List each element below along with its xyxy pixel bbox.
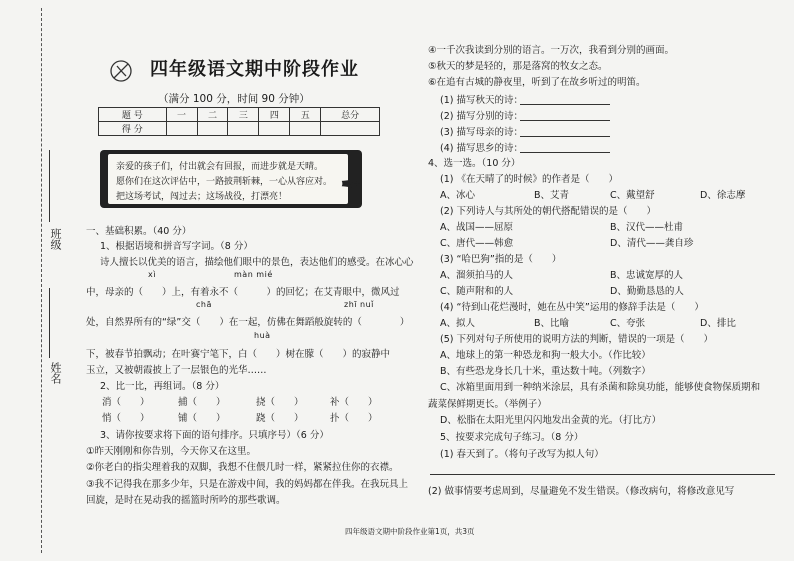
page-subtitle: （满分 100 分，时间 90 分钟）: [158, 93, 310, 105]
choice-option[interactable]: C、冰箱里面用到一种纳米涂层，具有杀菌和除臭功能，能够使食物保质期和: [440, 382, 761, 393]
score-table: [98, 107, 380, 136]
page-footer: 四年级语文期中阶段作业第1页，共3页: [345, 527, 475, 536]
passage-line: 下，被春节拍飘动；在叶赛宁笔下，白（ ）树在朦（ ）的寂静中: [86, 349, 391, 360]
sentence-task: (2) 做事情要考虑周到，尽量避免不发生错误。（修改病句，将修改意见写: [428, 486, 735, 497]
choice-option[interactable]: A、地球上的第一种恐龙和狗一般大小。（作比较）: [440, 350, 651, 361]
school-logo-icon: [108, 58, 134, 84]
choice-option[interactable]: D、徐志摩: [700, 190, 746, 201]
banner-line: 愿你们在这次评估中，一路披荆斩棘，一心从容应对。: [116, 177, 333, 187]
choice-option[interactable]: B、有些恐龙身长几十米，重达数十吨。（列数字）: [440, 366, 651, 377]
fill-label: (4) 描写思乡的诗：: [440, 143, 523, 154]
pinyin: zhī nuǐ: [344, 300, 374, 309]
compare-item[interactable]: 补（ ）: [330, 397, 378, 408]
choice-option[interactable]: D、勤勤恳恳的人: [610, 286, 684, 297]
poem-line: ⑥在追有古城的静夜里，听到了在故乡听过的明笛。: [428, 77, 646, 88]
poem-line: ④一千次我读到分别的语言。一万次，我看到分别的画面。: [428, 45, 675, 56]
choice-option[interactable]: C、随声附和的人: [440, 286, 514, 297]
question-3: 3、请你按要求将下面的语句排序。只填序号）（6 分）: [100, 430, 329, 441]
order-sentence: ①昨天刚刚和你告别，今天你又在这里。: [86, 446, 257, 457]
name-label: 姓名: [49, 362, 62, 384]
score-header-cell: 题 号: [99, 108, 167, 122]
table-row: [99, 108, 380, 122]
choice-option[interactable]: C、唐代——韩愈: [440, 238, 514, 249]
choice-question: (5) 下列对句子所使用的说明方法的判断，错误的一项是（ ）: [440, 334, 713, 345]
pinyin: huà: [254, 331, 271, 340]
score-cell[interactable]: [321, 122, 380, 136]
compare-item[interactable]: 铺（ ）: [178, 413, 226, 424]
compare-item[interactable]: 扑（ ）: [330, 413, 378, 424]
compare-item[interactable]: 跷（ ）: [256, 413, 304, 424]
score-header-cell: 四: [259, 108, 290, 122]
choice-option[interactable]: A、冰心: [440, 190, 475, 201]
passage-line: 处，自然界所有的“绿”交（ ）在一起，仿佛在舞蹈般旋转的（ ）: [86, 317, 410, 328]
choice-option[interactable]: D、松脂在太阳光里闪闪地发出金黄的光。（打比方）: [440, 415, 662, 426]
passage-line: 中，母亲的（ ）上，有着永不（ ）的回忆；在艾青眼中，微风过: [86, 287, 400, 298]
binding-line: [41, 8, 42, 553]
score-header-cell: 一: [166, 108, 197, 122]
compare-item[interactable]: 消（ ）: [102, 397, 150, 408]
score-cell[interactable]: [166, 122, 197, 136]
answer-line[interactable]: [430, 474, 775, 475]
choice-question: (4) “待到山花烂漫时，她在丛中笑”运用的修辞手法是（ ）: [440, 302, 704, 313]
choice-option[interactable]: C、夸张: [610, 318, 646, 329]
choice-question: (1) 《在天晴了的时候》的作者是（ ）: [440, 174, 618, 185]
choice-option[interactable]: B、艾青: [534, 190, 570, 201]
choice-option[interactable]: A、溜须拍马的人: [440, 270, 513, 281]
answer-line[interactable]: [520, 104, 610, 105]
choice-option[interactable]: A、拟人: [440, 318, 475, 329]
question-1: 1、根据语境和拼音写字词。（8 分）: [100, 241, 253, 252]
question-2: 2、比一比，再组词。（8 分）: [100, 381, 225, 392]
score-header-cell: 总分: [321, 108, 380, 122]
pinyin: xì: [148, 270, 156, 279]
answer-line[interactable]: [520, 120, 610, 121]
question-4: 4、选一选。（10 分）: [428, 158, 521, 169]
choice-option[interactable]: A、战国——屈原: [440, 222, 513, 233]
choice-option[interactable]: B、比喻: [534, 318, 570, 329]
score-header-cell: 二: [197, 108, 228, 122]
score-header-cell: 三: [228, 108, 259, 122]
fill-label: (2) 描写分别的诗：: [440, 111, 523, 122]
passage-line: 玉立，又被朝霞披上了一层银色的光华……: [86, 365, 267, 376]
page-title: 四年级语文期中阶段作业: [150, 59, 359, 80]
compare-item[interactable]: 捕（ ）: [178, 397, 226, 408]
choice-option[interactable]: D、排比: [700, 318, 736, 329]
score-cell[interactable]: [197, 122, 228, 136]
score-header-cell: 五: [290, 108, 321, 122]
table-row: [99, 122, 380, 136]
order-sentence: 回旋，是时在晃动我的摇篮时所吟的那些歌调。: [86, 495, 286, 506]
order-sentence: ②你老白的指尖理着我的双脚，我想不住偎几时一样，紧紧拉住你的衣襟。: [86, 462, 399, 473]
choice-option[interactable]: D、清代——龚自珍: [610, 238, 694, 249]
quill-icon: ✒: [340, 170, 362, 200]
class-label: 班级: [49, 228, 62, 250]
compare-item[interactable]: 挠（ ）: [256, 397, 304, 408]
score-cell[interactable]: [290, 122, 321, 136]
choice-option[interactable]: B、汉代——杜甫: [610, 222, 684, 233]
question-5: 5、按要求完成句子练习。（8 分）: [440, 432, 584, 443]
score-label-cell: 得 分: [99, 122, 167, 136]
order-sentence: ③我不记得我在那多少年，只是在游戏中间，我的妈妈都在伴我。在我玩具上: [86, 479, 409, 490]
poem-line: ⑤秋天的梦是轻的，那是落窝的牧女之态。: [428, 61, 608, 72]
fill-label: (3) 描写母亲的诗：: [440, 127, 523, 138]
banner-line: 亲爱的孩子们，付出就会有回报，而进步就是天晴。: [116, 162, 324, 172]
section-heading: 一、基础积累。（40 分）: [86, 226, 192, 237]
answer-line[interactable]: [520, 136, 610, 137]
choice-option-cont: 蔬菜保鲜期更长。（举例子）: [428, 399, 547, 410]
choice-option[interactable]: C、戴望舒: [610, 190, 655, 201]
score-cell[interactable]: [259, 122, 290, 136]
choice-question: (3) “哈巴狗”指的是（ ）: [440, 254, 562, 265]
pinyin: màn mié: [234, 270, 273, 279]
score-cell[interactable]: [228, 122, 259, 136]
compare-item[interactable]: 悄（ ）: [102, 413, 150, 424]
sentence-task: (1) 春天到了。（将句子改写为拟人句）: [440, 449, 604, 460]
class-blank[interactable]: [49, 150, 50, 222]
choice-option[interactable]: B、忠诚宽厚的人: [610, 270, 684, 281]
fill-label: (1) 描写秋天的诗：: [440, 95, 523, 106]
banner-line: 把这场考试，闯过去；这场战役，打漂亮！: [116, 192, 288, 202]
passage-line: 诗人擅长以优美的语言，描绘他们眼中的景色，表达他们的感受。在冰心心: [100, 257, 414, 268]
pinyin: chā: [196, 300, 212, 309]
name-blank[interactable]: [49, 288, 50, 358]
answer-line[interactable]: [520, 152, 610, 153]
choice-question: (2) 下列诗人与其所处的朝代搭配错误的是（ ）: [440, 206, 656, 217]
